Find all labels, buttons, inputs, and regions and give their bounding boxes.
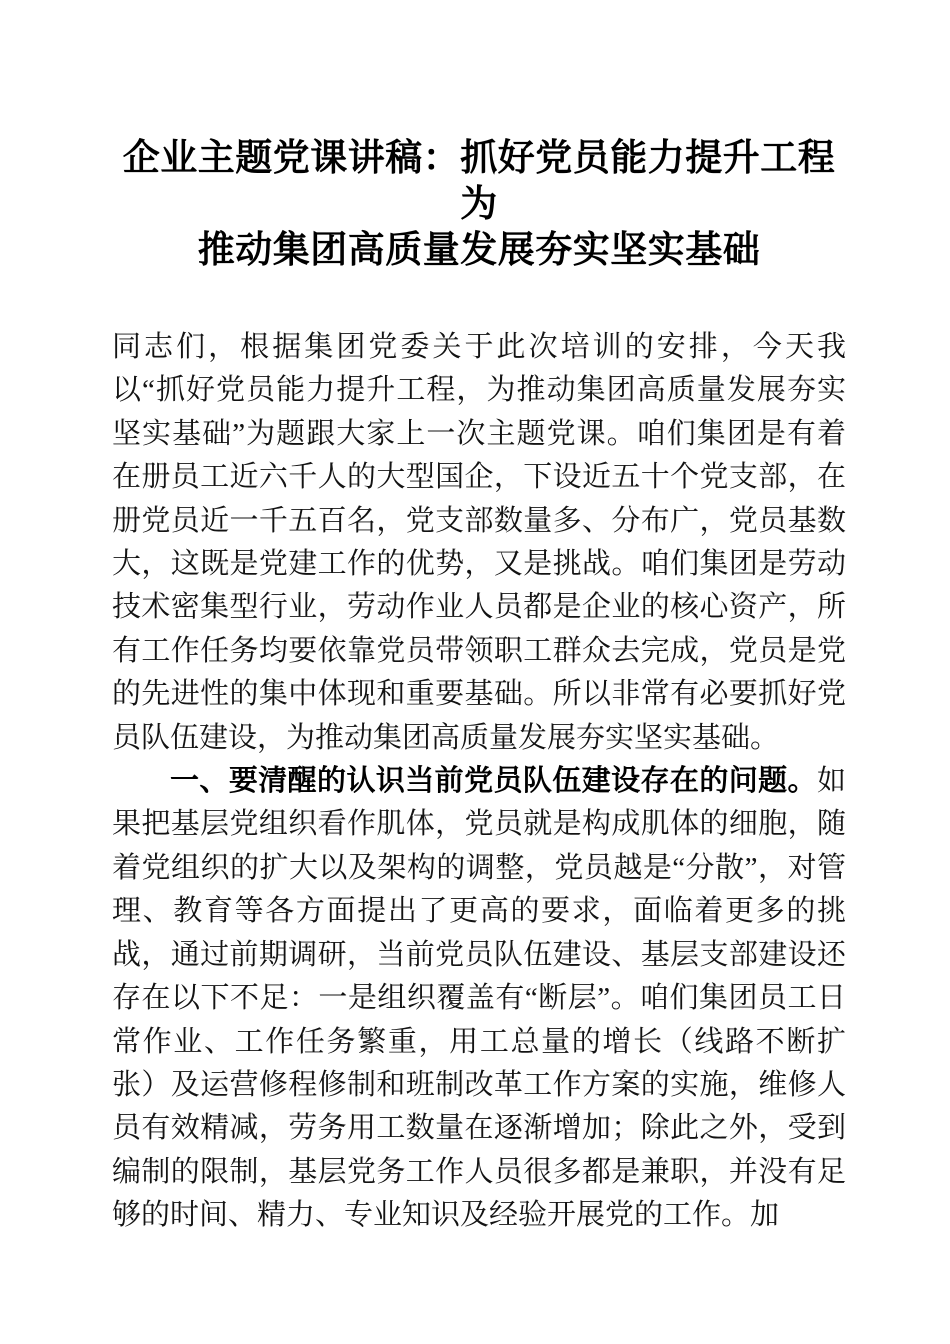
document-title bbox=[112, 136, 846, 274]
title-line-2: 推动集团高质量发展夯实坚实基础 bbox=[197, 230, 761, 271]
section-1-paragraph bbox=[112, 760, 846, 1237]
section-1-heading: 一、要清醒的认识当前党员队伍建设存在的问题。 bbox=[170, 765, 817, 798]
section-1-text: 如果把基层党组织看作肌体，党员就是构成肌体的细胞，随着党组织的扩大以及架构的调整，党员越是“分散”，对管理、教育等各方面提出了更高的要求，面临着更多的挑战，通过前期调研，当前党员队伍建设、基层支部建设还存在以下不足：一是组织覆盖有“断层”。咱们集团员工日常作业、工作任务繁重，用工总量的增长（线路不断扩张）及运营修程修制和班制改革工作方案的实施，维修人员有效精减，劳务用工数量在逐渐增加；除此之外，受到编制的限制，基层党务工作人员很多都是兼职，并没有足够的时间、精力、专业知识及经验开展党的工作。加 bbox=[112, 765, 846, 1232]
document-content bbox=[112, 0, 846, 1238]
intro-paragraph bbox=[112, 326, 846, 760]
title-line-1: 企业主题党课讲稿：抓好党员能力提升工程为 bbox=[122, 138, 836, 225]
intro-paragraph-text: 同志们，根据集团党委关于此次培训的安排，今天我以“抓好党员能力提升工程，为推动集团高质量发展夯实坚实基础”为题跟大家上一次主题党课。咱们集团是有着在册员工近六千人的大型国企，下设近五十个党支部，在册党员近一千五百名，党支部数量多、分布广，党员基数大，这既是党建工作的优势，又是挑战。咱们集团是劳动技术密集型行业，劳动作业人员都是企业的核心资产，所有工作任务均要依靠党员带领职工群众去完成，党员是党的先进性的集中体现和重要基础。所以非常有必要抓好党员队伍建设，为推动集团高质量发展夯实坚实基础。 bbox=[112, 331, 846, 754]
